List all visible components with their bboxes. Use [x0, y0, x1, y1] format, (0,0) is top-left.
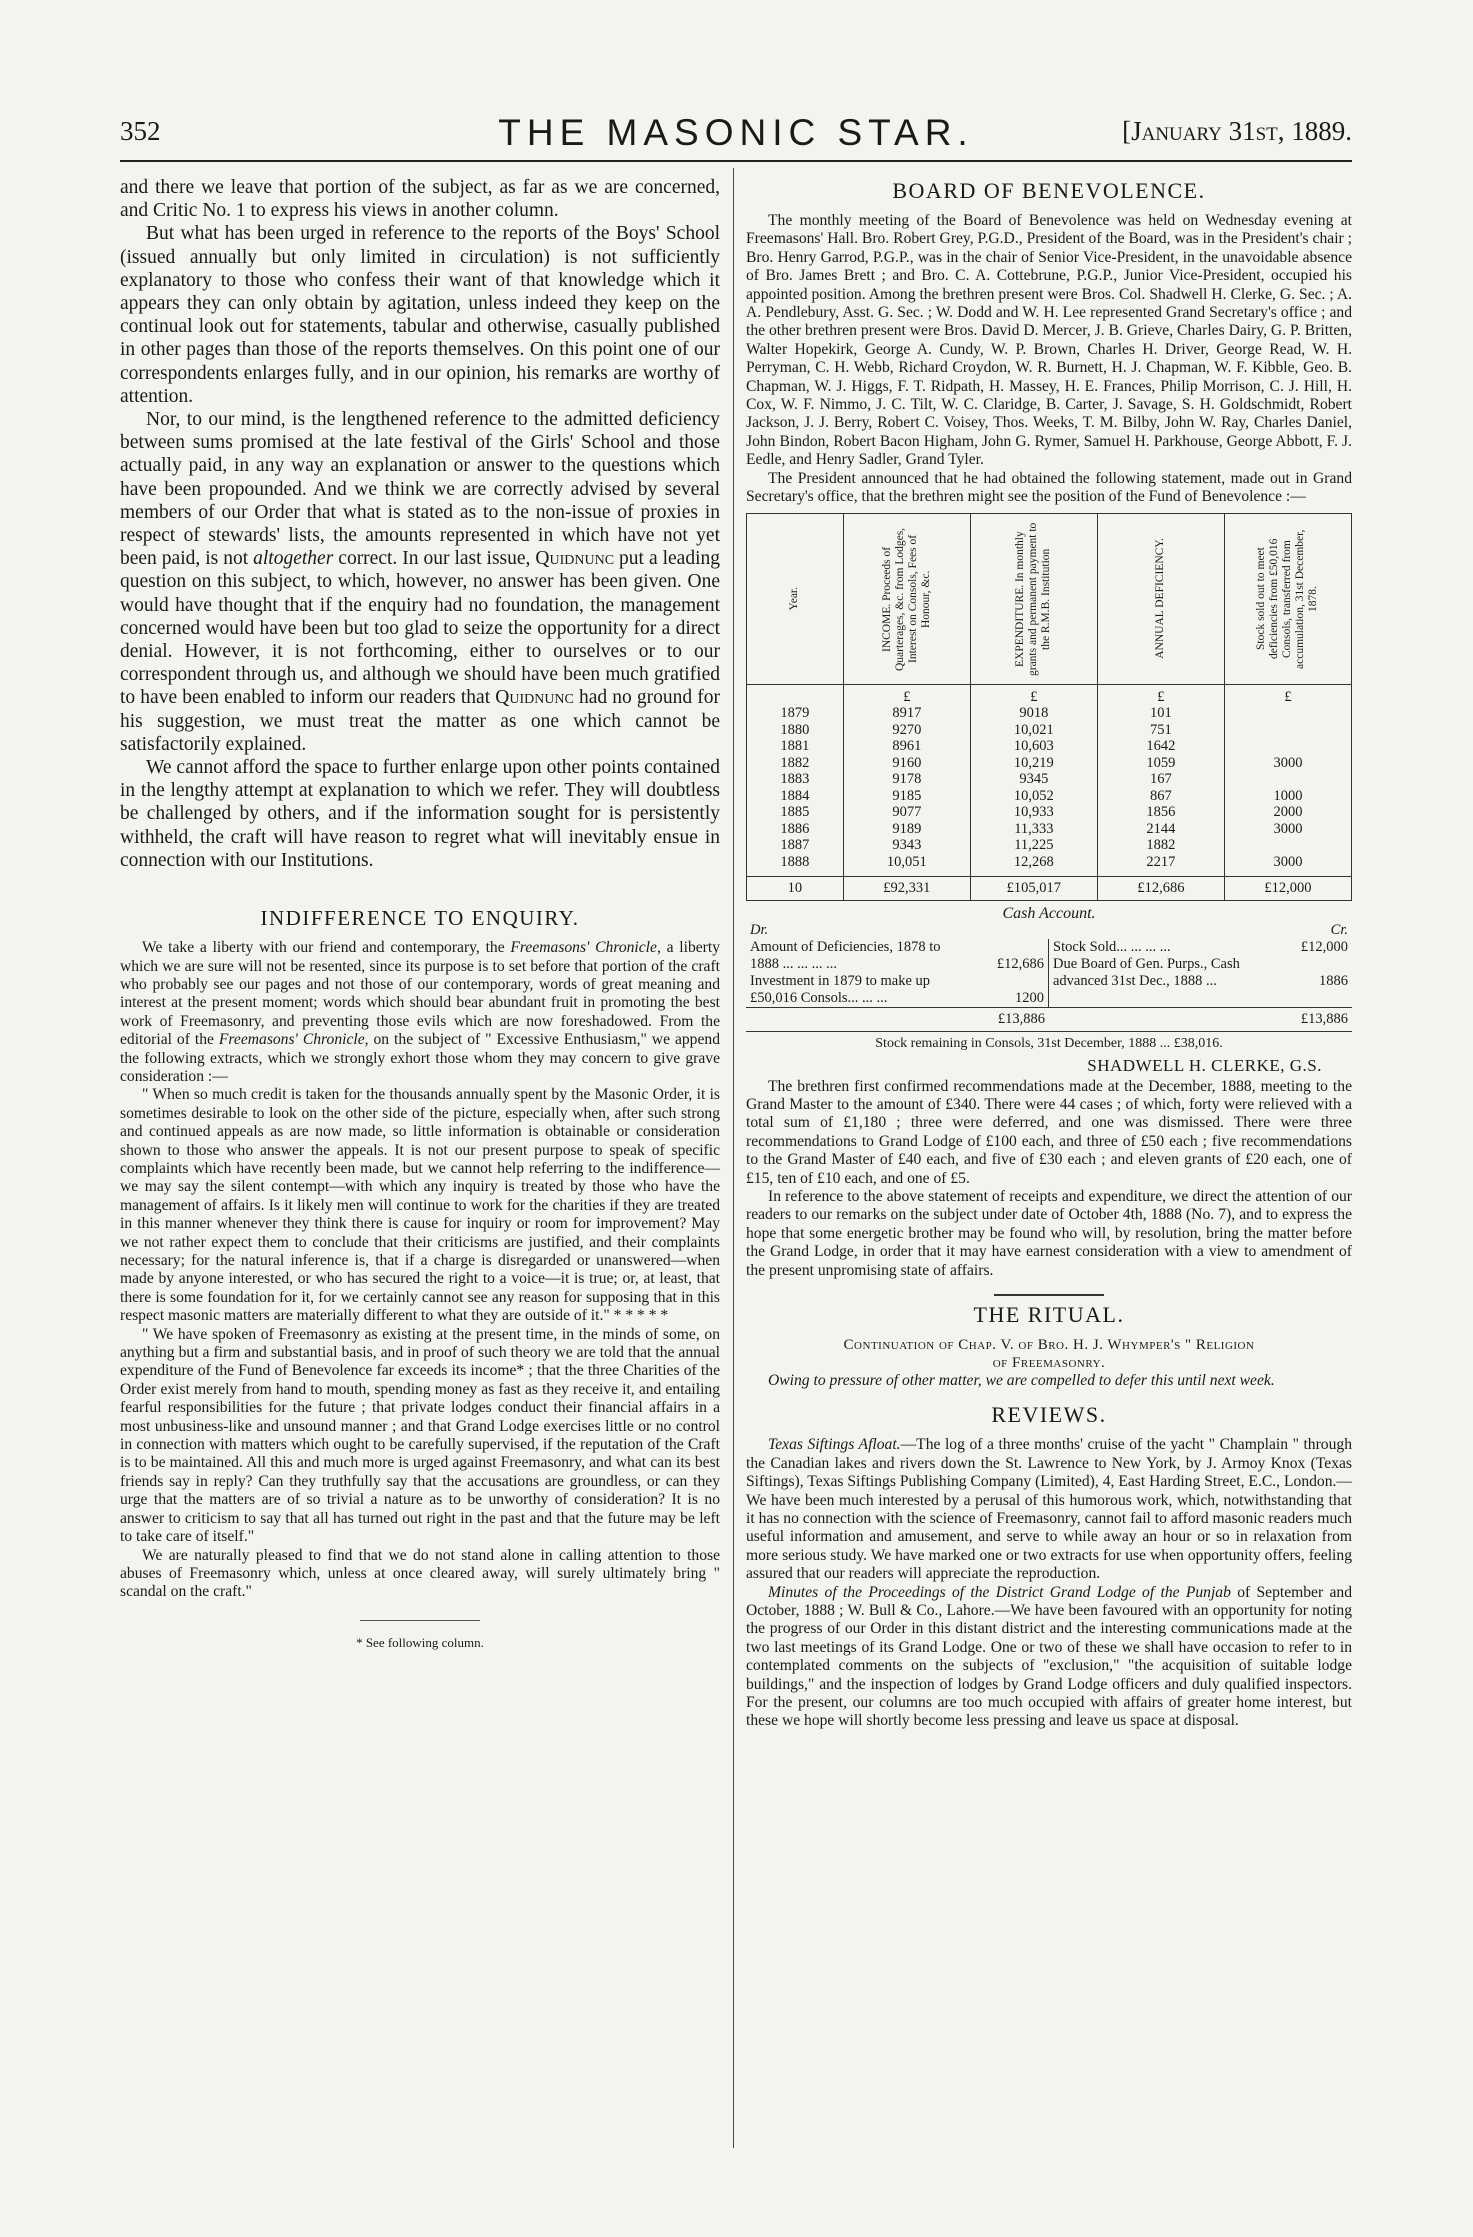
table-cell: 1642 — [1097, 738, 1224, 755]
ritual-subtitle: Continuation of Chap. V. of Bro. H. J. Whymper's " Religion — [843, 1336, 1255, 1353]
table-cell: 167 — [1097, 771, 1224, 788]
section-heading-ritual: THE RITUAL. — [973, 1301, 1125, 1327]
table-cell: 9343 — [843, 837, 970, 854]
left-column — [120, 176, 720, 1651]
review-paragraph: Texas Siftings Afloat.—The log of a three months' cruise of the yacht " Champlain " through the Canadian lakes and rivers down the St. Lawrence to New York, by J. Armoy Knox (Texas Siftings), Texas Siftings Publishing Company (Limited), 4, East Harding Street, E.C., London.—We have been much interested by a perusal of this humorous work, which, notwithstanding that it has no connection with the science of Freemasonry, cannot fail to afford masonic readers much useful information and amusement, and serve to while away an hour or so in relaxation from more serious study. We have marked one or two extracts for use when opportunity offers, feeling assured that our readers will appreciate the reproduction. — [746, 1436, 1352, 1583]
section-heading-reviews: REVIEWS. — [991, 1402, 1107, 1428]
column-header: EXPENDITURE. In monthly grants and permanent payment to the R.M.B. Institution — [970, 513, 1097, 684]
footnote-rule — [360, 1620, 480, 1621]
table-cell: 10,052 — [970, 788, 1097, 805]
paragraph: The brethren first confirmed recommendations made at the December, 1888, meeting to the Grand Master to the amount of £340. There were 44 cases ; of which, forty were relieved with a total sum of £1,180 ; three were deferred, and one was dismissed. There were three recommendations to Grand Lodge of £100 each, and three of £50 each ; five recommendations to the Grand Master of £40 each, and five of £30 each ; and eleven grants of £20 each, one of £15, ten of £10 each, and one of £5. — [746, 1077, 1352, 1187]
table-cell: 9077 — [843, 804, 970, 821]
table-cell: 9189 — [843, 821, 970, 838]
review-paragraph: Minutes of the Proceedings of the District Grand Lodge of the Punjab of September and October, 1888 ; W. Bull & Co., Lahore.—We have been favoured with an opportunity for noting the progress of our Order in this distant district and the interesting communications made at the two last meetings of its Grand Lodge. One or two of these we shall have occasion to refer to in contemplated comments on the subjects of "exclusion," "the acquisition of suitable lodge buildings," and the inspection of lodges by Grand Lodge officers and duly qualified inspectors. For the present, our columns are too much occupied with affairs of greater home interest, but these we hope will shortly become less pressing and leave us space at disposal. — [746, 1583, 1352, 1730]
table-cell: 3000 — [1224, 755, 1351, 772]
table-cell — [1224, 722, 1351, 739]
paragraph: In reference to the above statement of receipts and expenditure, we direct the attention of our readers to our remarks on the subject under date of October 4th, 1888 (No. 7), and to express the hope that some energetic brother may be found who will, by resolution, bring the matter before the Grand Lodge, in order that it may have earnest consideration with a view to amendment of the present unpromising state of affairs. — [746, 1187, 1352, 1279]
section-heading-board: BOARD OF BENEVOLENCE. — [892, 178, 1206, 203]
table-cell: 1885 — [747, 804, 844, 821]
table-cell: 1882 — [1097, 837, 1224, 854]
table-cell: 11,225 — [970, 837, 1097, 854]
table-row — [747, 821, 1352, 838]
credit-side: Stock Sold... ... ... ... £12,000 Due Board of Gen. Purps., Cash advanced 31st Dec., 1888 ... 1886 — [1053, 938, 1348, 989]
ritual-note: Owing to pressure of other matter, we are compelled to defer this until next week. — [768, 1371, 1275, 1389]
table-cell — [1224, 738, 1351, 755]
table-header-row — [747, 513, 1352, 684]
paragraph: But what has been urged in reference to the reports of the Boys' School (issued annually but only limited in circulation) is not sufficiently explanatory to those who confess their want of that knowledge which it appears they can only obtain by agitation, unless indeed they keep on the continual look out for statements, tabular and otherwise, casually published in other pages than those of the reports themselves. On this point one of our correspondents enlarges fully, and in our opinion, his remarks are worthy of attention. — [120, 223, 720, 407]
page-number: 352 — [120, 116, 161, 146]
table-cell: 1886 — [747, 821, 844, 838]
right-column — [746, 176, 1352, 1731]
column-header: Stock sold out to meet deficiencies from £50,016 Consols, transferred from accumulation, 31st December, 1878. — [1224, 513, 1351, 684]
table-row — [747, 854, 1352, 877]
table-cell — [1224, 837, 1351, 854]
table-cell: 1000 — [1224, 788, 1351, 805]
totals-row: 10 £92,331 £105,017 £12,686 £12,000 — [747, 877, 1352, 901]
quotation: " We have spoken of Freemasonry as existing at the present time, in the minds of some, on anything but a firm and substantial basis, and in proof of such theory we are told that the annual expenditure of the Fund of Benevolence far exceeds its income* ; that the three Charities of the Order exist merely from hand to mouth, spending money as fast as they receive it, and entailing fearful responsibilities for the future ; that private lodges conduct their financial affairs in a most unbusiness-like and unsound manner ; and that Grand Lodge exercises little or no control in connection with matters which ought to be carefully supervised, if the reputation of the Craft is to be maintained. All this and much more is urged against Freemasonry, and what can its best friends say in reply? Can they truthfully say that the accusations are groundless, or can they urge that the matters are of so trivial a nature as to be unworthy of consideration? It is no answer to criticism to say that all has turned out right in the past and that the future may be left to take care of itself." — [120, 1325, 720, 1546]
table-cell — [1224, 705, 1351, 722]
table-cell: 1880 — [747, 722, 844, 739]
column-header: ANNUAL DEFICIENCY. — [1097, 513, 1224, 684]
table-cell — [1224, 771, 1351, 788]
section-rule — [994, 1294, 1104, 1296]
table-row — [747, 705, 1352, 722]
table-cell: 2000 — [1224, 804, 1351, 821]
header-rule — [120, 160, 1352, 162]
column-header: Year. — [747, 513, 844, 684]
issue-date: [January 31st, 1889. — [1122, 116, 1352, 146]
table-cell: 1882 — [747, 755, 844, 772]
footnote: * See following column. — [356, 1634, 484, 1650]
credit-label: Cr. — [1330, 921, 1348, 938]
table-cell: 1059 — [1097, 755, 1224, 772]
page-header — [120, 112, 1352, 152]
paragraph: We take a liberty with our friend and contemporary, the Freemasons' Chronicle, a liberty which we are sure will not be resented, since its purpose is to set before that portion of the craft who probably see our pages and not those of our contemporary, words of great meaning and interest at the present moment; words which should bear abundant fruit in promoting the best work of Freemasonry, and preventing those evils which are now foreshadowed. From the editorial of the Freemasons' Chronicle, on the subject of " Excessive Enthusiasm," we append the following extracts, which we strongly exhort those whom they may concern to give grave consideration :— — [120, 939, 721, 1085]
column-divider — [733, 168, 734, 2148]
table-cell: 9345 — [970, 771, 1097, 788]
table-cell: 8917 — [843, 705, 970, 722]
unit-row: £ £ £ £ — [747, 684, 1352, 705]
table-cell: 9185 — [843, 788, 970, 805]
table-cell: 1856 — [1097, 804, 1224, 821]
table-cell: 10,021 — [970, 722, 1097, 739]
table-cell: 10,051 — [843, 854, 970, 877]
table-cell: 3000 — [1224, 854, 1351, 877]
table-cell: 101 — [1097, 705, 1224, 722]
stock-remaining: Stock remaining in Consols, 31st December, 1888 ... £38,016. — [875, 1035, 1223, 1051]
table-row — [747, 738, 1352, 755]
table-cell: 1884 — [747, 788, 844, 805]
debit-label: Dr. — [750, 921, 769, 938]
cash-account — [746, 905, 1352, 1032]
table-cell: 11,333 — [970, 821, 1097, 838]
table-row — [747, 837, 1352, 854]
quotation: " When so much credit is taken for the thousands annually spent by the Masonic Order, it is sometimes desirable to look on the other side of the picture, especially when, after such strong and continued appeals as are now made, so little information is obtainable or consideration shown to those who answer the appeals. It is not our present purpose to speak of specific complaints which have recently been made, but we cannot help referring to the indifference—we may say the silent contempt—with which any inquiry is treated by those who have the management of affairs. Is it likely men will continue to work for the charities if they are treated in this manner whenever they think there is cause for inquiry or room for improvement? May we not rather expect them to conclude that their criticisms are justified, and their complaints necessary; for the natural inference is, that if a charge is disregarded or unanswered—when made by anyone interested, or who has secured the right to a voice—it is true; or, at least, that there is some foundation for it, for we certainly cannot see any reason for supposing that in this respect masonic matters are materially different to what they are outside of it." * * * * * — [120, 1086, 720, 1325]
table-row — [747, 755, 1352, 772]
section-heading-indifference: INDIFFERENCE TO ENQUIRY. — [260, 906, 580, 931]
table-cell: 1887 — [747, 837, 844, 854]
column-header: INCOME. Proceeds of Quarterages, &c. from Lodges, Interest on Consols, Fees of Honour, &c. — [843, 513, 970, 684]
masthead-title: THE MASONIC STAR. — [498, 112, 974, 153]
cash-account-heading: Cash Account. — [1002, 904, 1096, 922]
table-cell: 1883 — [747, 771, 844, 788]
table-cell: 12,268 — [970, 854, 1097, 877]
table-row — [747, 771, 1352, 788]
table-cell: 9270 — [843, 722, 970, 739]
table-row — [747, 804, 1352, 821]
table-cell: 8961 — [843, 738, 970, 755]
table-cell: 3000 — [1224, 821, 1351, 838]
table-cell: 9178 — [843, 771, 970, 788]
table-cell: 9160 — [843, 755, 970, 772]
cash-totals: £13,886 £13,886 — [746, 1008, 1352, 1032]
table-cell: 1888 — [747, 854, 844, 877]
paragraph: The President announced that he had obtained the following statement, made out in Grand Secretary's office, that the brethren might see the position of the Fund of Benevolence :— — [746, 469, 1352, 506]
debit-side: Amount of Deficiencies, 1878 to 1888 ... ... ... ... £12,686 Investment in 1879 to make up £50,016 Consols... ... ... 1200 — [746, 939, 1049, 1007]
table-cell: 2217 — [1097, 854, 1224, 877]
table-cell: 1879 — [747, 705, 844, 722]
table-cell: 10,219 — [970, 755, 1097, 772]
benevolence-fund-table — [746, 513, 1352, 901]
paragraph: We are naturally pleased to find that we do not stand alone in calling attention to those abuses of Freemasonry which, unless at once cleared away, will surely ultimately bring " scandal on the craft." — [120, 1546, 720, 1601]
table-cell: 9018 — [970, 705, 1097, 722]
table-cell: 867 — [1097, 788, 1224, 805]
table-row — [747, 788, 1352, 805]
table-row — [747, 722, 1352, 739]
table-cell: 10,603 — [970, 738, 1097, 755]
table-cell: 1881 — [747, 738, 844, 755]
paragraph: The monthly meeting of the Board of Benevolence was held on Wednesday evening at Freemasons' Hall. Bro. Robert Grey, P.G.D., President of the Board, was in the President's chair ; Bro. Henry Garrod, P.G.P., was in the chair of Senior Vice-President, in the unavoidable absence of Bro. James Brett ; and Bro. C. A. Cottebrune, P.G.P., Junior Vice-President, occupied his appointed position. Among the brethren present were Bros. Col. Shadwell H. Clerke, G. Sec. ; A. A. Pendlebury, Asst. G. Sec. ; W. Dodd and W. H. Lee represented Grand Secretary's office ; and the other brethren present were Bros. David D. Mercer, J. B. Grieve, Charles Dairy, G. P. Britten, Walter Hopekirk, George A. Cundy, W. P. Brown, Charles H. Driver, George Read, W. H. Perryman, C. H. Webb, Richard Croydon, W. R. Burnett, H. J. Chapman, W. F. Kibble, Geo. B. Chapman, W. J. Higgs, F. T. Ridpath, H. Massey, H. E. Frances, Philip Morrison, C. J. Hill, H. Cox, W. F. Nimmo, J. C. Tilt, W. C. Claridge, B. Carter, J. Savage, S. H. Goldschmidt, Robert Jackson, J. J. Berry, Robert C. Voisey, Thos. Weeks, T. M. Bilby, John W. Ray, Charles Daniel, John Bindon, Robert Bacon Higham, John G. Rymer, Samuel H. Parkhouse, George Abbott, F. J. Eedle, and Henry Sadler, Grand Tyler. — [746, 212, 1352, 469]
table-cell: 2144 — [1097, 821, 1224, 838]
paragraph: Nor, to our mind, is the lengthened reference to the admitted deficiency between sums promised at the late festival of the Girls' School and those actually paid, in any way an explanation or answer to the questions which have been propounded. And we think we are correctly advised by several members of our Order that what is stated as to the non-issue of proxies in respect of stewards' lists, the amounts represented in which have not yet been paid, is not altogether correct. In our last issue, Quidnunc put a leading question on this subject, to which, however, no answer has been given. One would have thought that if the enquiry had no foundation, the management concerned would have been but too glad to seize the opportunity for a direct denial. However, it is not forthcoming, either to ourselves or to our correspondent through us, and although we should have been much gratified to have been enabled to inform our readers that Quidnunc had no ground for his suggestion, we must treat the matter as one which cannot be satisfactorily explained. — [120, 409, 720, 755]
paragraph: We cannot afford the space to further enlarge upon other points contained in the lengthy attempt at explanation to which we refer. They will doubtless be challenged by others, and if the information sought for is persistently withheld, the craft will have reason to regret what will inevitably ensue in connection with our Institutions. — [120, 757, 720, 871]
table-cell: 751 — [1097, 722, 1224, 739]
table-cell: 10,933 — [970, 804, 1097, 821]
paragraph: and there we leave that portion of the subject, as far as we are concerned, and Critic No. 1 to express his views in another column. — [120, 177, 720, 222]
ritual-subtitle: of Freemasonry. — [992, 1354, 1106, 1371]
signature: SHADWELL H. CLERKE, G.S. — [1087, 1055, 1322, 1075]
